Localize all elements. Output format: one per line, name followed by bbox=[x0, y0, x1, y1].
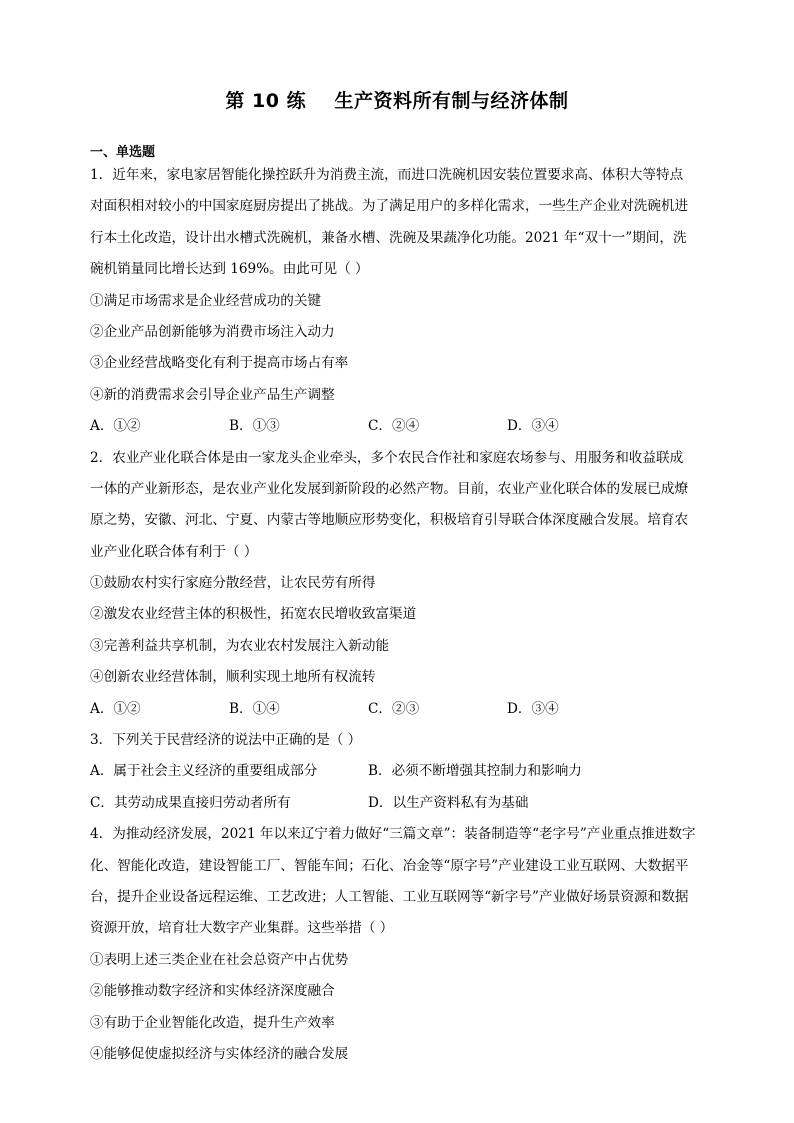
question-4 bbox=[90, 819, 708, 1070]
question-1-stem-line-2: 对面积相对较小的中国家庭厨房提出了挑战。为了满足用户的多样化需求，一些生产企业对洗碗机进 bbox=[90, 198, 689, 215]
question-1-stem-line-3: 行本土化改造，设计出水槽式洗碗机，兼备水槽、洗碗及果蔬净化功能。2021 年“双十一”期间，洗 bbox=[90, 229, 687, 246]
question-2-stem-line-1: 2．农业产业化联合体是由一家龙头企业牵头，多个农民合作社和家庭农场参与、用服务和收益联成 bbox=[90, 449, 684, 466]
question-2-option-d[interactable]: D．③④ bbox=[507, 700, 559, 717]
question-3-options-row-2 bbox=[90, 788, 708, 819]
question-3-option-a[interactable]: A．属于社会主义经济的重要组成部分 bbox=[90, 763, 318, 780]
question-1-option-d[interactable]: D．③④ bbox=[507, 418, 559, 435]
question-2-options bbox=[90, 694, 708, 725]
question-2-stem-line-3: 原之势，安徽、河北、宁夏、内蒙古等地顺应形势变化，积极培育引导联合体深度融合发展。培育农 bbox=[90, 512, 689, 529]
question-list bbox=[90, 160, 708, 1070]
question-1-item-1: ①满足市场需求是企业经营成功的关键 bbox=[90, 292, 322, 309]
question-2-item-3: ③完善利益共享机制，为农业农村发展注入新动能 bbox=[90, 637, 390, 654]
question-1-item-4: ④新的消费需求会引导企业产品生产调整 bbox=[90, 386, 335, 403]
question-4-item-2: ②能够推动数字经济和实体经济深度融合 bbox=[90, 983, 335, 1000]
question-1-option-b[interactable]: B．①③ bbox=[229, 418, 280, 435]
question-3-option-b[interactable]: B．必须不断增强其控制力和影响力 bbox=[368, 763, 582, 780]
question-4-stem-line-4: 资源开放，培育壮大数字产业集群。这些举措（ ） bbox=[90, 920, 394, 937]
question-4-item-3: ③有助于企业智能化改造，提升生产效率 bbox=[90, 1014, 335, 1031]
question-4-item-1: ①表明上述三类企业在社会总资产中占优势 bbox=[90, 951, 349, 968]
question-2-stem-line-4: 业产业化联合体有利于（ ） bbox=[90, 543, 258, 560]
question-1 bbox=[90, 160, 708, 443]
question-2-option-b[interactable]: B．①④ bbox=[229, 700, 280, 717]
question-4-stem-line-3: 台，提升企业设备远程运维、工艺改进；人工智能、工业互联网等“新字号”产业做好场景资源和数据 bbox=[90, 888, 689, 905]
question-2-item-1: ①鼓励农村实行家庭分散经营，让农民劳有所得 bbox=[90, 575, 376, 592]
question-1-item-3: ③企业经营战略变化有利于提高市场占有率 bbox=[90, 355, 349, 372]
question-2 bbox=[90, 443, 708, 726]
question-4-stem-line-1: 4．为推动经济发展，2021 年以来辽宁着力做好“三篇文章”：装备制造等“老字号”产业重点推进数字 bbox=[90, 826, 696, 843]
question-2-stem-line-2: 一体的产业新形态，是农业产业化发展到新阶段的必然产物。目前，农业产业化联合体的发展已成燎 bbox=[90, 480, 689, 497]
question-4-item-4: ④能够促使虚拟经济与实体经济的融合发展 bbox=[90, 1045, 349, 1062]
question-1-options bbox=[90, 411, 708, 442]
question-2-item-2: ②激发农业经营主体的积极性，拓宽农民增收致富渠道 bbox=[90, 606, 417, 623]
question-2-item-4: ④创新农业经营体制，顺利实现土地所有权流转 bbox=[90, 669, 376, 686]
question-2-option-a[interactable]: A．①② bbox=[90, 700, 141, 717]
question-1-option-a[interactable]: A．①② bbox=[90, 418, 141, 435]
question-3-options-row-1 bbox=[90, 756, 708, 787]
question-4-stem-line-2: 化、智能化改造，建设智能工厂、智能车间；石化、冶金等“原字号”产业建设工业互联网、大数据平 bbox=[90, 857, 689, 874]
page-title: 第 10 练 生产资料所有制与经济体制 bbox=[225, 90, 569, 112]
question-3-option-c[interactable]: C．其劳动成果直接归劳动者所有 bbox=[90, 794, 291, 811]
question-1-stem-line-4: 碗机销量同比增长达到 169%。由此可见（ ） bbox=[90, 261, 369, 278]
section-heading: 一、单选题 bbox=[90, 145, 156, 160]
question-1-item-2: ②企业产品创新能够为消费市场注入动力 bbox=[90, 323, 335, 340]
question-3 bbox=[90, 725, 708, 819]
question-3-stem-line-1: 3．下列关于民营经济的说法中正确的是（ ） bbox=[90, 732, 362, 749]
question-1-stem-line-1: 1．近年来，家电家居智能化操控跃升为消费主流，而进口洗碗机因安装位置要求高、体积大等特点 bbox=[90, 167, 684, 183]
question-1-option-c[interactable]: C．②④ bbox=[368, 418, 420, 435]
question-3-option-d[interactable]: D．以生产资料私有为基础 bbox=[368, 794, 529, 811]
question-2-option-c[interactable]: C．②③ bbox=[368, 700, 420, 717]
